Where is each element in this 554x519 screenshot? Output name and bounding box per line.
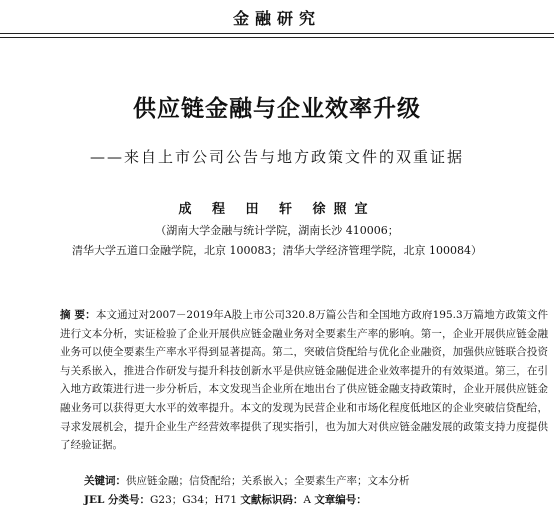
keywords-label: 关键词： bbox=[84, 475, 126, 487]
article-number-label: 文章编号： bbox=[314, 494, 367, 506]
keywords-text: 供应链金融；信贷配给；关系嵌入；全要素生产率；文本分析 bbox=[126, 475, 410, 487]
authors: 成 程 田 轩 徐照宜 bbox=[178, 202, 376, 217]
doc-code-value: A bbox=[303, 494, 311, 506]
abstract-label: 摘 要： bbox=[60, 309, 96, 321]
journal-name: 金融研究 bbox=[232, 9, 321, 28]
affiliation-line-1: （湖南大学金融与统计学院，湖南长沙 410006； bbox=[155, 224, 399, 237]
jel-value: G23；G34；H71 bbox=[150, 494, 238, 506]
keywords bbox=[84, 473, 410, 488]
article-subtitle: ——来自上市公司公告与地方政策文件的双重证据 bbox=[89, 148, 464, 166]
jel-label: JEL 分类号： bbox=[84, 494, 151, 506]
abstract bbox=[60, 306, 548, 455]
classification-line bbox=[84, 492, 367, 507]
doc-code-label: 文献标识码： bbox=[240, 494, 304, 506]
abstract-text: 本文通过对2007－2019年A股上市公司320.8万篇公告和全国地方政府195.3万篇地方政策文件进行文本分析，实证检验了企业开展供应链金融业务对全要素生产率的影响。第一，企业开展供应链金融业务可以使全要素生产率水平得到显著提高。第二，突破信贷配给与优化企业融资，加强供应链联合投资与关系嵌入，推进合作研发与提升科技创新水平是供应链金融促进企业效率提升的有效渠道。第三，在引入地方政策进行进一步分析后，本文发现当企业所在地出台了供应链金融支持政策时，企业开展供应链金融业务可以获得更大水平的效率提升。本文的发现为民营企业和市场化程度低地区的企业突破信贷配给，寻求发展机会，提升企业生产经营效率提供了现实指引，也为加大对供应链金融发展的政策支持力度提供了经验证据。 bbox=[60, 309, 548, 452]
affiliation-line-2: 清华大学五道口金融学院，北京 100083；清华大学经济管理学院，北京 100084） bbox=[72, 244, 482, 257]
article-title: 供应链金融与企业效率升级 bbox=[133, 95, 421, 122]
header-rule bbox=[0, 33, 554, 34]
header-rule-thin bbox=[0, 37, 554, 38]
